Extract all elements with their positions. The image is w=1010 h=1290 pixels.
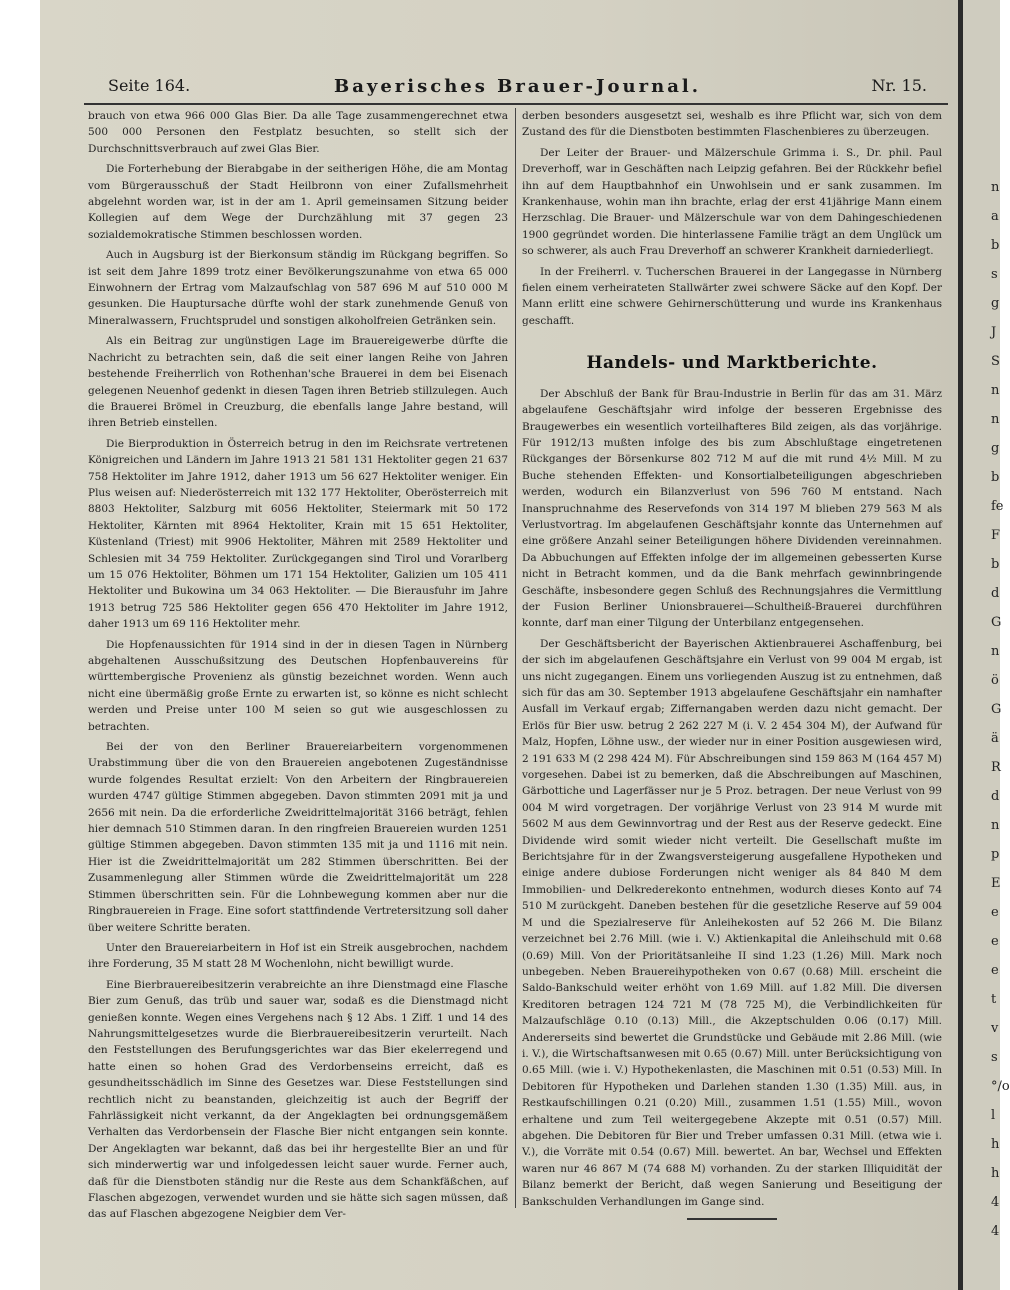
article-paragraph: Die Hopfenaussichten für 1914 sind in der in diesen Tagen in Nürnberg abgehaltenen Ausschußsitzung des Deutschen Hopfenbauvereins für württembergische Provenienz als günstig bezeichnet worden. Wenn auch nicht eine übermäßig große Ernte zu erwarten ist, so könne es nicht schlecht werden und Preise unter 100 M seien so gut wie ausgeschlossen zu betrachten. [88,638,508,733]
article-paragraph: Der Leiter der Brauer- und Mälzerschule Grimma i. S., Dr. phil. Paul Dreverhoff, war in Geschäften nach Leipzig gefahren. Bei der Rückkehr befiel ihn auf dem Hauptbahnhof ein Unwohlsein und er sank zusammen. Im Krankenhause, wohin man ihn brachte, erlag der erst 41jährige Mann einem Herzschlag. Die Brauer- und Mälzerschule war von dem Dahingeschiedenen 1900 gegründet worden. Die hinterlassene Familie trägt an dem Unglück um so schwerer, als auch Frau Dreverhoff an schwerer Krankheit darniederliegt. [522,146,942,258]
adjacent-page-fragment: e [991,963,999,978]
adjacent-page-fragment: e [991,905,999,920]
adjacent-page-fragment: 4 [991,1224,1000,1239]
adjacent-page-fragment: E [991,876,1001,891]
adjacent-page-fragment: ä [991,731,999,746]
article-paragraph: Auch in Augsburg ist der Bierkonsum ständig im Rückgang begriffen. So ist seit dem Jahre 1899 trotz einer Bevölkerungszunahme von etwa 65 000 Einwohnern der Ertrag vom Malzaufschlag von 587 696 M auf 510 000 M gesunken. Die Hauptursache dürfte wohl der stark zunehmende Genuß von Mineralwassern, Fruchtsprudel und sonstigen alkoholfreien Getränken sein. [88,249,508,327]
adjacent-page-fragment: ö [991,673,999,688]
right-column [522,108,942,1220]
article-paragraph: Als ein Beitrag zur ungünstigen Lage im Brauereigewerbe dürfte die Nachricht zu betrachten sein, daß die seit einer langen Reihe von Jahren bestehende Freiherrlich von Rothenhan'sche Brauerei in dem bei Eisenach gelegenen Neuenhof gedenkt in diesen Tagen ihren Betrieb stillzulegen. Auch die Brauerei Brömel in Creuzburg, die ebenfalls lange Jahre bestand, will ihren Betrieb einstellen. [88,335,508,430]
article-paragraph: Unter den Brauereiarbeitern in Hof ist ein Streik ausgebrochen, nachdem ihre Forderung, 35 M statt 28 M Wochenlohn, nicht bewilligt wurde. [88,941,508,971]
adjacent-page-fragment: h [991,1137,1000,1152]
article-paragraph: In der Freiherrl. v. Tucherschen Brauerei in der Langegasse in Nürnberg fielen einem verheirateten Stallwärter zwei schwere Säcke auf den Kopf. Der Mann erlitt eine schwere Gehirnerschütterung und wurde ins Krankenhaus geschafft. [522,265,942,327]
page-number: Seite 164. [108,76,191,95]
adjacent-page-fragment: p [991,847,1000,862]
adjacent-page-fragment: n [991,383,1000,398]
header-rule [84,103,948,105]
adjacent-page-fragment: d [991,586,1000,601]
adjacent-page-fragment: R [991,760,1001,775]
adjacent-page-fragment: s [991,267,998,282]
adjacent-page-fragment: b [991,470,1000,485]
adjacent-page-fragment: S [991,354,1000,369]
column-separator [515,108,516,1208]
article-paragraph: Bei der von den Berliner Brauereiarbeitern vorgenommenen Urabstimmung über die von den Brauereien angebotenen Zugeständnisse wurde folgendes Resultat erzielt: Von den Arbeitern der Ringbrauereien wurden 4747 gültige Stimmen abgegeben. Davon stimmten 2091 mit ja und 2656 mit nein. Da die erforderliche Zweidrittelmajorität 3166 beträgt, fehlen hier demnach 510 Stimmen daran. In den ringfreien Brauereien wurden 1251 gültige Stimmen abgegeben. Davon stimmten 135 mit ja und 1116 mit nein. Hier ist die Zweidrittelmajorität um 282 Stimmen überschritten. Bei der Zusammenlegung aller Stimmen würde die Zweidrittelmajorität um 228 Stimmen überschritten sein. Für die Lohnbewegung kommen aber nur die Ringbrauereien in Frage. Eine sofort stattfindende Vertretersitzung soll daher über weitere Schritte beraten. [88,741,508,934]
article-paragraph: Der Abschluß der Bank für Brau-Industrie in Berlin für das am 31. März abgelaufene Geschäftsjahr wird infolge der besseren Ergebnisse des Braugewerbes ein wesentlich vorteilhafteres Bild zeigen, als das vorjährige. Für 1912/13 mußten infolge des bis zum Abschlußtage eingetretenen Rückganges der Börsenkurse 802 712 M auf die mit rund 4½ Mill. M zu Buche stehenden Effekten- und Konsortialbeteiligungen abgeschrieben werden, wodurch ein Bilanzverlust von 596 760 M entstand. Nach Inanspruchnahme des Reservefonds von 314 197 M blieben 279 563 M als Verlustvortrag. Im abgelaufenen Geschäftsjahr konnte das Unternehmen auf eine größere Anzahl seiner Beteiligungen höhere Dividenden vereinnahmen. Da Abbuchungen auf Effekten infolge der im allgemeinen gebesserten Kurse nicht in Betracht kommen, und da die Bank mehrfach gewinnbringende Geschäfte, insbesondere gegen Schluß des Rechnungsjahres die Vermittlung der Fusion Berliner Unionsbrauerei—Schultheiß-Brauerei durchführen konnte, darf man einer Tilgung der Unterbilanz entgegensehen. [522,387,942,630]
adjacent-page-fragment: a [991,209,999,224]
adjacent-page-fragment: n [991,180,1000,195]
issue-number: Nr. 15. [871,76,927,95]
adjacent-page-fragment: g [991,441,1000,456]
adjacent-page-fragment: t [991,992,997,1007]
end-rule [687,1218,777,1220]
adjacent-page-fragment: G [991,702,1002,717]
adjacent-page-fragment: g [991,296,1000,311]
adjacent-page-fragment: n [991,818,1000,833]
adjacent-page-fragment: n [991,412,1000,427]
adjacent-page-fragment: F [991,528,1001,543]
article-paragraph: Die Bierproduktion in Österreich betrug in den im Reichsrate vertretenen Königreichen und Ländern im Jahre 1913 21 581 131 Hektoliter gegen 21 637 758 Hektoliter im Jahre 1912, daher 1913 um 56 627 Hektoliter weniger. Ein Plus weisen auf: Niederösterreich mit 132 177 Hektoliter, Oberösterreich mit 8803 Hektoliter, Salzburg mit 6056 Hektoliter, Steiermark mit 50 172 Hektoliter, Kärnten mit 8964 Hektoliter, Krain mit 15 651 Hektoliter, Küstenland (Triest) mit 9906 Hektoliter, Mähren mit 2589 Hektoliter und Schlesien mit 34 759 Hektoliter. Zurückgegangen sind Tirol und Vorarlberg um 15 076 Hektoliter, Böhmen um 171 154 Hektoliter, Galizien um 105 411 Hektoliter und Bukowina um 34 063 Hektoliter. — Die Bierausfuhr im Jahre 1913 betrug 725 586 Hektoliter gegen 656 470 Hektoliter im Jahre 1912, daher 1913 um 69 116 Hektoliter mehr. [88,437,508,631]
adjacent-page-fragment: fe [991,499,1004,514]
adjacent-page-fragment: b [991,557,1000,572]
page-header [100,76,935,100]
article-paragraph: Eine Bierbrauereibesitzerin verabreichte an ihre Dienstmagd eine Flasche Bier zum Genuß, das trüb und sauer war, sodaß es die Dienstmagd nicht genießen konnte. Wegen eines Vergehens nach § 12 Abs. 1 Ziff. 1 und 14 des Nahrungsmittelgesetzes wurde die Bierbrauereibesitzerin verurteilt. Nach den Feststellungen des Berufungsgerichtes war das Bier ekelerregend und hatte einen so hohen Grad des Verdorbenseins erreicht, daß es gesundheitsschädlich im Sinne des Gesetzes war. Diese Feststellungen sind rechtlich nicht zu beanstanden, gleichzeitig ist auch der Begriff der Fahrlässigkeit nicht verkannt, da der Angeklagten bei ordnungsgemäßem Verhalten das Verdorbensein der Flasche Bier nicht entgangen sein konnte. Der Angeklagten war bekannt, daß das bei ihr hergestellte Bier an und für sich minderwertig war und infolgedessen leicht sauer wurde. Ferner auch, daß für die Dienstboten ständig nur die Reste aus dem Schankfäßchen, auf Flaschen abgezogen, verwendet wurden und sie hätte sich sagen müssen, daß das auf Flaschen abgezogene Neigbier dem Ver- [88,978,508,1221]
adjacent-page-fragment: v [991,1021,999,1036]
left-column [88,108,508,1227]
adjacent-page-fragment: e [991,934,999,949]
adjacent-page-fragment: J [991,325,997,340]
adjacent-page-fragment: s [991,1050,998,1065]
adjacent-page-fragment: 4 [991,1195,1000,1210]
adjacent-page-fragment: G [991,615,1002,630]
adjacent-page-fragment: d [991,789,1000,804]
journal-title: Bayerisches Brauer-Journal. [334,76,701,97]
section-heading: Handels- und Marktberichte. [586,353,878,374]
article-paragraph: Der Geschäftsbericht der Bayerischen Aktienbrauerei Aschaffenburg, bei der sich im abgelaufenen Geschäftsjahre ein Verlust von 99 004 M ergab, ist uns nicht zugegangen. Einem uns vorliegenden Auszug ist zu entnehmen, daß sich für das am 30. September 1913 abgelaufene Geschäftsjahr ein namhafter Ausfall im Verkauf ergab; Ziffernangaben werden dazu nicht gemacht. Der Erlös für Bier usw. betrug 2 262 227 M (i. V. 2 454 304 M), der Aufwand für Malz, Hopfen, Löhne usw., der wieder nur in einer Position ausgewiesen wird, 2 191 633 M (2 298 424 M). Für Abschreibungen sind 159 863 M (164 457 M) vorgesehen. Dabei ist zu bemerken, daß die Abschreibungen auf Maschinen, Gärbottiche und Lagerfässer nur je 5 Proz. betragen. Der neue Verlust von 99 004 M wird vorgetragen. Der vorjährige Verlust von 23 914 M wurde mit 5602 M aus dem Gewinnvortrag und der Rest aus der Reserve gedeckt. Eine Dividende wird somit wieder nicht verteilt. Die Gesellschaft mußte im Berichtsjahre für in der Zwangsversteigerung ausgefallene Hypotheken und einige andere dubiose Forderungen nicht weniger als 84 840 M dem Immobilien- und Delkrederekonto entnehmen, wodurch dieses Konto auf 74 510 M zurückgeht. Daneben bestehen für die gesetzliche Reserve auf 59 004 M und die Spezialreserve für Anleihekosten auf 52 266 M. Die Bilanz verzeichnet bei 2.76 Mill. (wie i. V.) Aktienkapital die Anleihschuld mit 0.68 (0.69) Mill. Von der Prioritätsanleihe II sind 1.23 (1.26) Mill. Mark noch unbegeben. Neben Brauereihypotheken von 0.67 (0.68) Mill. erscheint die Saldo-Bankschuld weiter erhöht von 1.69 Mill. auf 1.82 Mill. Die diversen Kreditoren betragen 124 721 M (78 725 M), die Verbindlichkeiten für Malzaufschläge 0.10 (0.13) Mill., die Akzeptschulden 0.06 (0.17) Mill. Andererseits sind bewertet die Grundstücke und Gebäude mit 2.86 Mill. (wie i. V.), die Wirtschaftsanwesen mit 0.65 (0.67) Mill. unter Berücksichtigung von 0.65 Mill. (wie i. V.) Hypothekenlasten, die Maschinen mit 0.51 (0.53) Mill. In Debitoren für Hypotheken und Darlehen standen 1.30 (1.35) Mill. aus, in Restkaufschillingen 0.21 (0.20) Mill., zusammen 1.51 (1.55) Mill., wovon erhaltene und zum Teil weitergegebene Akzepte mit 0.51 (0.57) Mill. abgehen. Die Debitoren für Bier und Treber umfassen 0.31 Mill. (etwa wie i. V.), die Vorräte mit 0.54 (0.67) Mill. bewertet. An bar, Wechsel und Effekten waren nur 46 867 M (74 688 M) vorhanden. Zu der starken Illiquidität der Bilanz bemerkt der Bericht, daß wegen Sanierung und Beseitigung der Bankschulden Verhandlungen im Gange sind. [522,637,942,1208]
adjacent-page-fragment: °/o [991,1079,1010,1094]
adjacent-page-fragment: n [991,644,1000,659]
adjacent-page-fragment: b [991,238,1000,253]
adjacent-page-fragment: h [991,1166,1000,1181]
article-paragraph: Die Forterhebung der Bierabgabe in der seitherigen Höhe, die am Montag vom Bürgerausschuß der Stadt Heilbronn von einer Zufallsmehrheit abgelehnt worden war, ist in der am 1. April gemeinsamen Sitzung beider Kollegien auf dem Wege der Durchzählung mit 37 gegen 23 sozialdemokratische Stimmen beschlossen worden. [88,163,508,241]
adjacent-page-edge [963,0,1010,1290]
adjacent-page-fragment: l [991,1108,996,1123]
article-paragraph: brauch von etwa 966 000 Glas Bier. Da alle Tage zusammengerechnet etwa 500 000 Personen den Festplatz besuchten, so stellt sich der Durchschnittsverbrauch auf zwei Glas Bier. [88,110,508,155]
article-paragraph: derben besonders ausgesetzt sei, weshalb es ihre Pflicht war, sich von dem Zustand des für die Dienstboten bestimmten Flaschenbieres zu überzeugen. [522,110,942,139]
